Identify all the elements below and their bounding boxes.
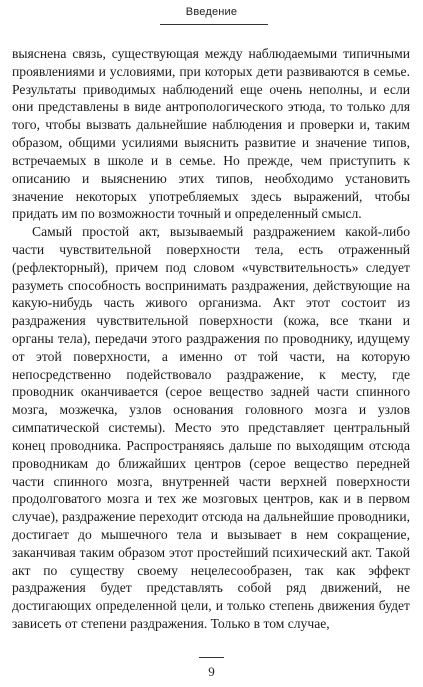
paragraph-continued: выяснена связь, существующая между наблюдаемыми типичными проявлениями и условиями, при которых дети развиваются в семье. Результаты приводимых наблюдений еще очень неполны, и если они представлены в виде антропологического этюда, то только для того, чтобы вызвать дальнейшие наблюдения и проверки и, таким образом, общими усилиями выяснить развитие и значение типов, встречаемых в школе и в семье. Но прежде, чем приступить к описанию и выяснению этих типов, необходимо установить значение некоторых употребляемых здесь выражений, чтобы придать им по возможности точный и определенный смысл. — [12, 46, 410, 222]
running-head-title: Введение — [185, 6, 238, 18]
paragraph-reflex-act: Самый простой акт, вызываемый раздражением какой-либо части чувствительной поверхности тела, есть отраженный (рефлекторный), причем под словом «чувствительность» следует разуметь способность воспринимать раздражения, действующие на какую-нибудь часть живого организма. Акт этот состоит из раздражения чувствительной поверхности (кожа, все ткани и органы тела), передачи этого раздражения по проводнику, идущему от этой поверхности, а именно от той части, на которую непосредственно подействовало раздражение, к месту, где проводник оканчивается (серое вещество задней части спинного мозга, мозжечка, узлов основания головного мозга и узлов симпатической системы). Место это представляет центральный конец проводника. Распространяясь дальше по выходящим отсюда проводникам до ближайших центров (серое вещество передней части спинного мозга, внутренней части верхней поверхности продолговатого мозга и тех же мозговых центров, как и в первом случае), раздражение переходит отсюда на дальнейшие проводники, достигает до мышечного тела и вызывает в нем сокращение, заканчивая таким образом этот простейший психический акт. Такой акт по существу своему нецелесообразен, так как эффект раздражения будет представлять собой ряд движений, не достигающих определенной цели, и только степень движения будет зависеть от степени раздражения. Только в том случае, — [12, 224, 410, 631]
header-rule — [160, 24, 268, 25]
body-text — [12, 45, 410, 633]
page-number: 9 — [208, 664, 215, 679]
footer-rule — [199, 657, 224, 658]
